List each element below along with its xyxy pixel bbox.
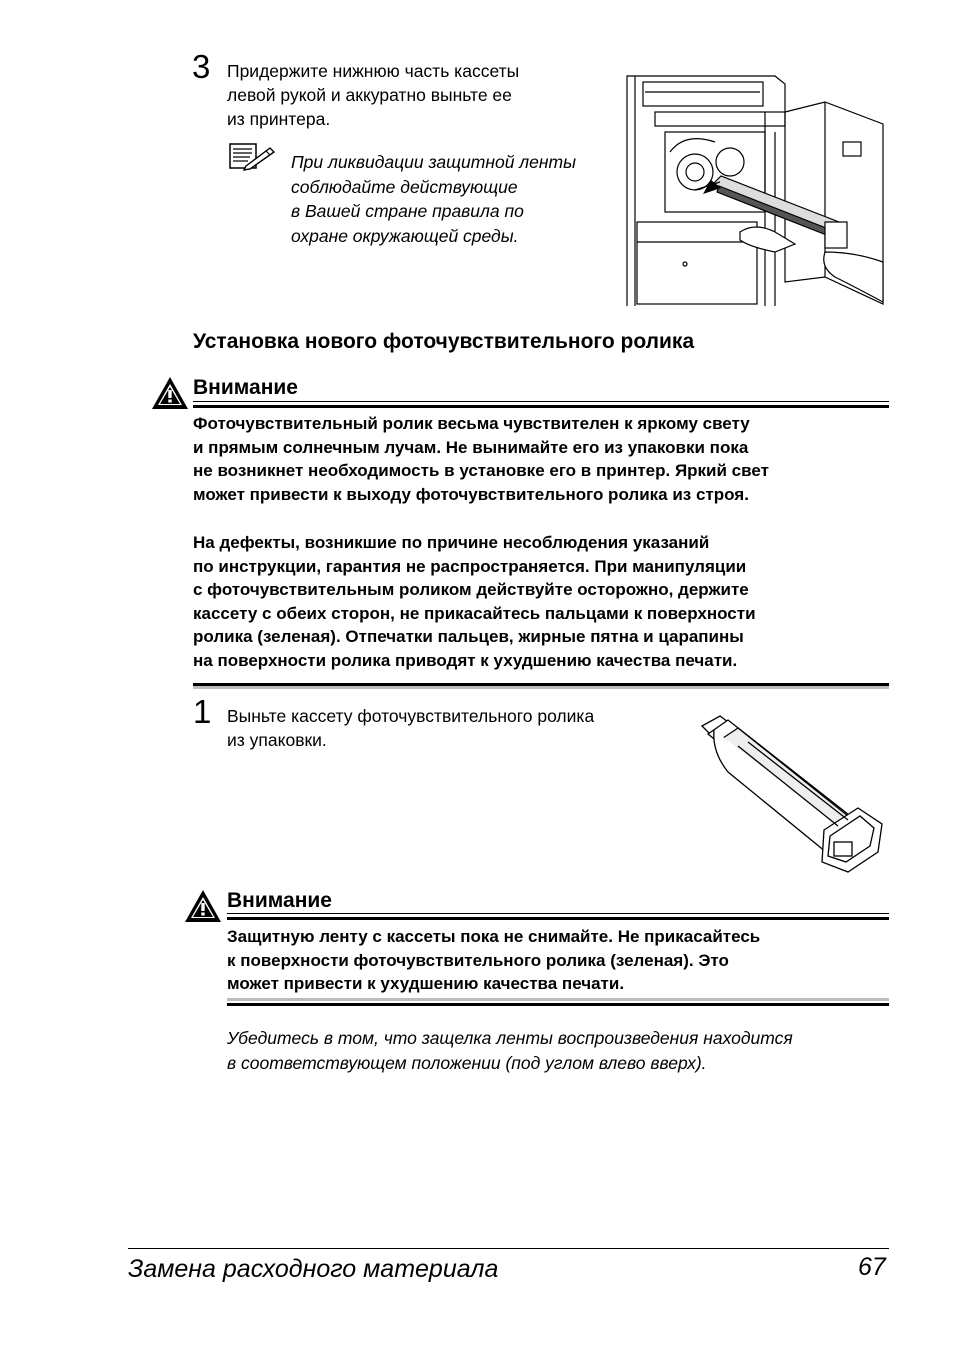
warning-1-rule-shadow [193,686,889,689]
warning-2-rule-top [227,917,889,920]
final-note-line: в соответствующем положении (под углом влево вверх). [227,1052,707,1073]
note-pencil-icon [228,142,276,172]
warning-2-rule-thin [227,913,889,914]
final-note [227,1026,793,1075]
warning-line: не возникнет необходимость в установке его в принтер. Яркий свет [193,461,769,481]
warning-1-rule-top [193,405,889,408]
warning-2-body [227,925,760,996]
step-1-line: Выньте кассету фоточувствительного ролика [227,706,595,726]
warning-line: кассету с обеих сторон, не прикасайтесь пальцами к поверхности [193,603,756,623]
warning-line: Фоточувствительный ролик весьма чувствителен к яркому свету [193,414,750,433]
warning-2-rule-bottom [227,1003,889,1006]
warning-1-title: Внимание [193,376,298,399]
warning-line: и прямым солнечным лучам. Не вынимайте его из упаковки пока [193,437,749,457]
warning-triangle-icon [183,888,223,924]
warning-triangle-icon [150,375,190,411]
warning-line: может привести к ухудшению качества печати. [227,974,625,994]
step-1-number: 1 [193,693,212,730]
warning-line: ролика (зеленая). Отпечатки пальцев, жирные пятна и царапины [193,627,744,647]
warning-line: на поверхности ролика приводят к ухудшению качества печати. [193,650,738,670]
step-1-text [227,704,594,752]
step-3-line: левой рукой и аккуратно выньте ее [227,85,512,105]
section-heading: Установка нового фоточувствительного ролика [193,330,695,353]
warning-line: по инструкции, гарантия не распространяется. При манипуляции [193,556,747,576]
warning-line: с фоточувствительным роликом действуйте осторожно, держите [193,580,749,600]
final-note-line: Убедитесь в том, что защелка ленты воспроизведения находится [227,1028,793,1048]
footer-title: Замена расходного материала [128,1255,499,1283]
warning-1-rule-thin [193,401,889,402]
warning-2-title: Внимание [227,889,332,912]
warning-1-para-2 [193,531,756,673]
warning-2-rule-shadow [227,998,889,1001]
page-number: 67 [858,1253,886,1281]
step-3-text [227,59,519,131]
step-3-number: 3 [192,48,211,85]
note-line: При ликвидации защитной ленты [291,152,576,172]
note-line: охране окружающей среды. [291,225,519,246]
printer-removal-illustration [625,72,887,308]
step-3-line: из принтера. [227,109,331,129]
note-text [291,150,576,248]
warning-line: может привести к выходу фоточувствительного ролика из строя. [193,484,749,504]
note-line: соблюдайте действующие [291,176,518,197]
warning-line: к поверхности фоточувствительного ролика (зеленая). Это [227,950,729,970]
step-1-line: из упаковки. [227,730,327,750]
warning-1-para-1 [193,412,769,506]
warning-line: На дефекты, возникшие по причине несоблюдения указаний [193,533,710,552]
note-line: в Вашей стране правила по [291,201,524,221]
footer-rule [128,1248,889,1249]
warning-line: Защитную ленту с кассеты пока не снимайте. Не прикасайтесь [227,927,761,946]
step-3-line: Придержите нижнюю часть кассеты [227,61,520,81]
cassette-illustration [698,712,886,874]
